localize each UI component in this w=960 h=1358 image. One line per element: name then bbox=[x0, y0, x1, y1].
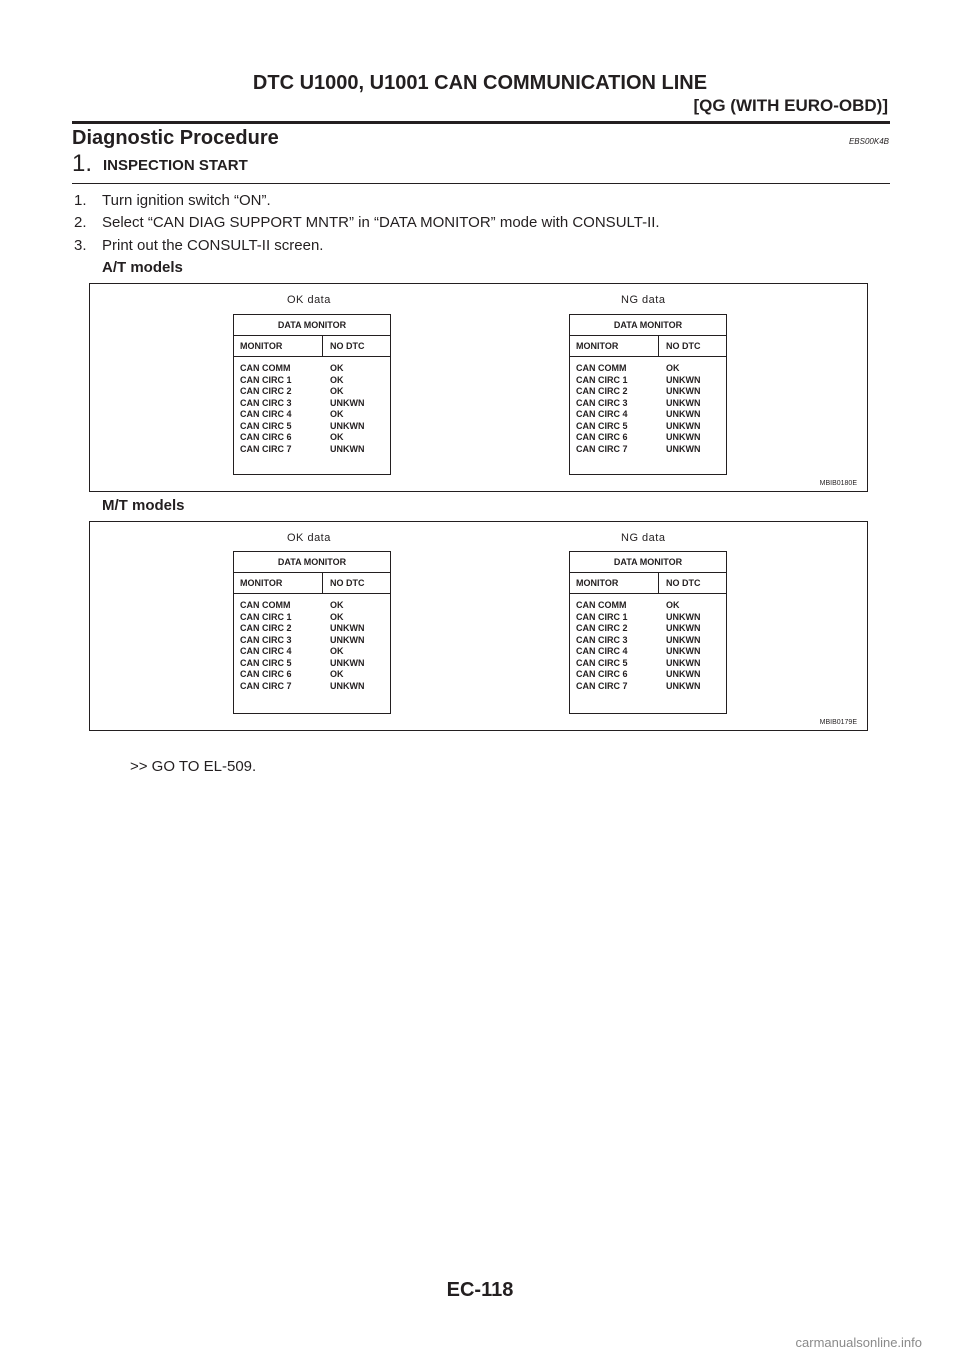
column-monitor: MONITOR bbox=[240, 341, 283, 351]
monitor-value: UNKWN bbox=[330, 623, 365, 633]
monitor-item: CAN CIRC 1 bbox=[240, 374, 292, 385]
monitor-row bbox=[234, 635, 390, 647]
monitor-value: OK bbox=[666, 363, 680, 373]
instruction-number: 3. bbox=[74, 237, 87, 254]
instruction-number: 1. bbox=[74, 192, 87, 209]
monitor-item: CAN CIRC 6 bbox=[576, 669, 628, 679]
screen-title: DATA MONITOR bbox=[234, 315, 390, 336]
instruction-item bbox=[74, 192, 271, 209]
monitor-item: CAN CIRC 7 bbox=[576, 680, 628, 691]
instruction-text: Turn ignition switch “ON”. bbox=[102, 192, 271, 209]
monitor-row bbox=[234, 646, 390, 658]
page-number: EC-118 bbox=[446, 1279, 514, 1301]
instruction-text: Print out the CONSULT-II screen. bbox=[102, 237, 324, 254]
section-code: EBS00K4B bbox=[848, 137, 889, 146]
monitor-value: UNKWN bbox=[330, 397, 365, 408]
monitor-value: UNKWN bbox=[330, 443, 365, 454]
monitor-row bbox=[570, 612, 726, 624]
panel-caption-ok: OK data bbox=[287, 532, 331, 544]
monitor-row bbox=[234, 612, 390, 624]
monitor-row bbox=[570, 398, 726, 410]
monitor-row bbox=[570, 681, 726, 693]
data-monitor-screen-ng bbox=[569, 551, 727, 714]
screen-title: DATA MONITOR bbox=[570, 315, 726, 336]
data-monitor-screen-ok bbox=[233, 551, 391, 714]
monitor-row bbox=[234, 363, 390, 375]
monitor-value: OK bbox=[330, 409, 344, 419]
column-monitor: MONITOR bbox=[576, 341, 619, 351]
panel-caption-ok: OK data bbox=[287, 294, 331, 306]
step-title: INSPECTION START bbox=[103, 157, 248, 174]
monitor-value: OK bbox=[330, 611, 344, 622]
figure-at-models bbox=[89, 283, 868, 492]
figure-code: MBIB0180E bbox=[819, 480, 857, 487]
monitor-value: OK bbox=[330, 600, 344, 610]
monitor-item: CAN CIRC 7 bbox=[240, 680, 292, 691]
goto-link[interactable]: >> GO TO EL-509. bbox=[130, 758, 257, 775]
monitor-item: CAN CIRC 1 bbox=[240, 611, 292, 622]
monitor-item: CAN COMM bbox=[576, 600, 627, 610]
watermark: carmanualsonline.info bbox=[795, 1335, 922, 1350]
step-number: 1. bbox=[72, 150, 93, 177]
monitor-value: OK bbox=[330, 646, 344, 656]
column-monitor: MONITOR bbox=[240, 578, 283, 588]
monitor-value: UNKWN bbox=[666, 680, 701, 691]
monitor-value: OK bbox=[330, 432, 344, 442]
monitor-row bbox=[234, 681, 390, 693]
monitor-item: CAN CIRC 3 bbox=[240, 634, 292, 645]
monitor-item: CAN CIRC 6 bbox=[240, 432, 292, 442]
screen-column-header bbox=[570, 336, 726, 357]
figure-heading-mt: M/T models bbox=[102, 497, 185, 514]
monitor-value: OK bbox=[330, 669, 344, 679]
monitor-value: UNKWN bbox=[666, 409, 701, 419]
column-status: NO DTC bbox=[666, 341, 701, 351]
monitor-value: UNKWN bbox=[666, 646, 701, 656]
monitor-item: CAN CIRC 4 bbox=[240, 409, 292, 419]
monitor-row bbox=[234, 432, 390, 444]
monitor-row bbox=[234, 600, 390, 612]
monitor-row bbox=[234, 398, 390, 410]
monitor-item: CAN CIRC 2 bbox=[576, 386, 628, 396]
monitor-row bbox=[570, 623, 726, 635]
instruction-number: 2. bbox=[74, 214, 87, 231]
column-separator bbox=[658, 336, 659, 356]
monitor-item: CAN CIRC 7 bbox=[576, 443, 628, 454]
monitor-value: UNKWN bbox=[666, 669, 701, 679]
monitor-row bbox=[234, 421, 390, 433]
monitor-row bbox=[570, 375, 726, 387]
data-monitor-screen-ok bbox=[233, 314, 391, 475]
page-header-title: DTC U1000, U1001 CAN COMMUNICATION LINE bbox=[252, 72, 708, 94]
column-separator bbox=[658, 573, 659, 593]
screen-title: DATA MONITOR bbox=[570, 552, 726, 573]
monitor-item: CAN CIRC 6 bbox=[240, 669, 292, 679]
monitor-item: CAN CIRC 5 bbox=[240, 420, 292, 431]
monitor-value: OK bbox=[330, 386, 344, 396]
monitor-row bbox=[570, 363, 726, 375]
monitor-row bbox=[570, 386, 726, 398]
monitor-item: CAN CIRC 5 bbox=[240, 657, 292, 668]
panel-caption-ng: NG data bbox=[621, 532, 666, 544]
data-monitor-screen-ng bbox=[569, 314, 727, 475]
monitor-item: CAN COMM bbox=[240, 600, 291, 610]
monitor-value: UNKWN bbox=[666, 611, 701, 622]
column-separator bbox=[322, 336, 323, 356]
column-separator bbox=[322, 573, 323, 593]
monitor-value: UNKWN bbox=[666, 420, 701, 431]
monitor-value: UNKWN bbox=[330, 634, 365, 645]
monitor-row bbox=[570, 432, 726, 444]
monitor-item: CAN CIRC 4 bbox=[576, 409, 628, 419]
monitor-value: OK bbox=[330, 363, 344, 373]
monitor-item: CAN CIRC 5 bbox=[576, 420, 628, 431]
monitor-item: CAN CIRC 4 bbox=[576, 646, 628, 656]
monitor-value: UNKWN bbox=[666, 443, 701, 454]
monitor-row bbox=[234, 623, 390, 635]
monitor-value: UNKWN bbox=[666, 374, 701, 385]
monitor-value: UNKWN bbox=[666, 623, 701, 633]
monitor-item: CAN COMM bbox=[240, 363, 291, 373]
monitor-item: CAN CIRC 7 bbox=[240, 443, 292, 454]
monitor-row bbox=[570, 409, 726, 421]
monitor-row bbox=[570, 646, 726, 658]
figure-code: MBIB0179E bbox=[819, 719, 857, 726]
monitor-item: CAN COMM bbox=[576, 363, 627, 373]
column-status: NO DTC bbox=[330, 341, 365, 351]
step-divider bbox=[72, 183, 890, 184]
screen-column-header bbox=[234, 573, 390, 594]
monitor-value: UNKWN bbox=[330, 657, 365, 668]
monitor-value: UNKWN bbox=[666, 432, 701, 442]
instruction-text: Select “CAN DIAG SUPPORT MNTR” in “DATA MONITOR” mode with CONSULT-II. bbox=[102, 214, 660, 231]
monitor-item: CAN CIRC 2 bbox=[240, 623, 292, 633]
panel-caption-ng: NG data bbox=[621, 294, 666, 306]
monitor-value: UNKWN bbox=[330, 420, 365, 431]
monitor-row bbox=[234, 409, 390, 421]
monitor-row bbox=[570, 600, 726, 612]
monitor-item: CAN CIRC 2 bbox=[240, 386, 292, 396]
figure-mt-models bbox=[89, 521, 868, 731]
monitor-row bbox=[570, 444, 726, 456]
monitor-item: CAN CIRC 1 bbox=[576, 374, 628, 385]
instruction-item bbox=[74, 237, 323, 254]
monitor-value: OK bbox=[330, 374, 344, 385]
monitor-row bbox=[570, 421, 726, 433]
monitor-item: CAN CIRC 3 bbox=[576, 634, 628, 645]
screen-column-header bbox=[234, 336, 390, 357]
monitor-row bbox=[570, 658, 726, 670]
monitor-item: CAN CIRC 1 bbox=[576, 611, 628, 622]
column-monitor: MONITOR bbox=[576, 578, 619, 588]
monitor-value: OK bbox=[666, 600, 680, 610]
monitor-item: CAN CIRC 3 bbox=[576, 397, 628, 408]
monitor-row bbox=[234, 658, 390, 670]
monitor-row bbox=[234, 386, 390, 398]
section-title: Diagnostic Procedure bbox=[72, 127, 279, 149]
monitor-value: UNKWN bbox=[666, 634, 701, 645]
monitor-value: UNKWN bbox=[666, 386, 701, 396]
monitor-row bbox=[570, 635, 726, 647]
instruction-item bbox=[74, 214, 660, 231]
monitor-item: CAN CIRC 2 bbox=[576, 623, 628, 633]
monitor-item: CAN CIRC 3 bbox=[240, 397, 292, 408]
header-divider bbox=[72, 121, 890, 124]
monitor-value: UNKWN bbox=[330, 680, 365, 691]
column-status: NO DTC bbox=[330, 578, 365, 588]
monitor-row bbox=[570, 669, 726, 681]
monitor-row bbox=[234, 669, 390, 681]
monitor-value: UNKWN bbox=[666, 397, 701, 408]
monitor-item: CAN CIRC 5 bbox=[576, 657, 628, 668]
monitor-row bbox=[234, 375, 390, 387]
column-status: NO DTC bbox=[666, 578, 701, 588]
monitor-item: CAN CIRC 4 bbox=[240, 646, 292, 656]
monitor-row bbox=[234, 444, 390, 456]
screen-column-header bbox=[570, 573, 726, 594]
monitor-item: CAN CIRC 6 bbox=[576, 432, 628, 442]
monitor-value: UNKWN bbox=[666, 657, 701, 668]
screen-title: DATA MONITOR bbox=[234, 552, 390, 573]
figure-heading-at: A/T models bbox=[102, 259, 183, 276]
page-header-subtitle: [QG (WITH EURO-OBD)] bbox=[693, 96, 888, 115]
